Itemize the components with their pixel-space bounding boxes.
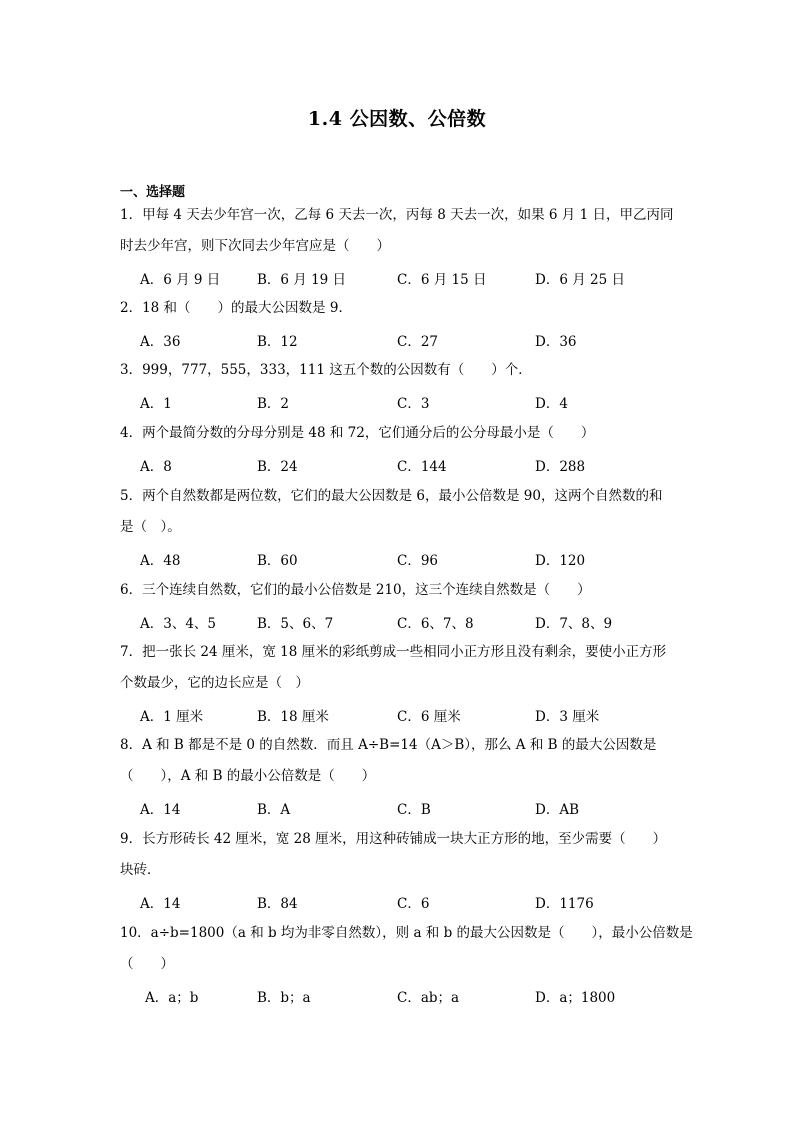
options-row bbox=[0, 612, 794, 632]
question-10 bbox=[120, 918, 693, 980]
option-b[interactable]: B．A bbox=[257, 802, 291, 818]
question-text-line: 5．两个自然数都是两位数，它们的最大公因数是 6，最小公倍数是 90，这两个自然数的和 bbox=[120, 488, 663, 504]
option-b[interactable]: B．18 厘米 bbox=[257, 709, 329, 725]
question-text-line: 9．长方形砖长 42 厘米，宽 28 厘米，用这种砖铺成一块大正方形的地，至少需要（ ） bbox=[120, 831, 667, 847]
option-a[interactable]: A．6 月 9 日 bbox=[140, 272, 221, 288]
options-row bbox=[0, 798, 794, 818]
question-text-line: 个数最少，它的边长应是（ ） bbox=[120, 675, 309, 691]
question-4 bbox=[120, 418, 680, 449]
options-row bbox=[0, 892, 794, 912]
question-text-line: 是（ ）。 bbox=[120, 519, 181, 535]
option-c[interactable]: C．144 bbox=[397, 459, 447, 475]
option-d[interactable]: D．a；1800 bbox=[535, 990, 616, 1006]
option-a[interactable]: A．1 厘米 bbox=[140, 709, 204, 725]
option-b[interactable]: B．2 bbox=[257, 396, 290, 412]
question-5 bbox=[120, 481, 680, 543]
option-b[interactable]: B．6 月 19 日 bbox=[257, 272, 347, 288]
question-text-line: 时去少年宫，则下次同去少年宫应是（ ） bbox=[120, 238, 390, 254]
question-9 bbox=[120, 824, 680, 886]
options-row bbox=[0, 986, 794, 1006]
question-text-line: 2．18 和（ ）的最大公因数是 9． bbox=[120, 300, 352, 316]
option-a[interactable]: A．14 bbox=[140, 802, 181, 818]
question-6 bbox=[120, 575, 680, 606]
options-row bbox=[0, 549, 794, 569]
section-heading: 一、选择题 bbox=[120, 185, 186, 200]
option-b[interactable]: B．84 bbox=[257, 896, 298, 912]
options-row bbox=[0, 330, 794, 350]
option-d[interactable]: D．36 bbox=[535, 334, 577, 350]
option-c[interactable]: C．B bbox=[397, 802, 431, 818]
question-text-line: 6．三个连续自然数，它们的最小公倍数是 210，这三个连续自然数是（ ） bbox=[120, 582, 591, 598]
question-text-line: 8．A 和 B 都是不是 0 的自然数．而且 A÷B=14（A＞B），那么 A 和 B 的最大公因数是 bbox=[120, 737, 657, 753]
page-title: 1.4 公因数、公倍数 bbox=[307, 108, 487, 130]
option-a[interactable]: A．1 bbox=[140, 396, 172, 412]
option-c[interactable]: C．3 bbox=[397, 396, 430, 412]
option-b[interactable]: B．b；a bbox=[257, 990, 311, 1006]
option-b[interactable]: B．5、6、7 bbox=[257, 616, 334, 632]
question-7 bbox=[120, 637, 680, 699]
question-2 bbox=[120, 293, 680, 324]
question-8 bbox=[120, 730, 680, 792]
question-1 bbox=[120, 200, 680, 262]
option-b[interactable]: B．12 bbox=[257, 334, 298, 350]
options-row bbox=[0, 268, 794, 288]
option-b[interactable]: B．24 bbox=[257, 459, 298, 475]
question-text-line: 4．两个最简分数的分母分别是 48 和 72，它们通分后的公分母最小是（ ） bbox=[120, 425, 595, 441]
question-text-line: （ ），A 和 B 的最小公倍数是（ ） bbox=[120, 768, 376, 784]
option-c[interactable]: C．6 月 15 日 bbox=[397, 272, 487, 288]
option-a[interactable]: A．3、4、5 bbox=[140, 616, 217, 632]
option-b[interactable]: B．60 bbox=[257, 553, 298, 569]
question-text-line: 块砖． bbox=[120, 862, 161, 878]
option-a[interactable]: A．8 bbox=[140, 459, 172, 475]
option-a[interactable]: A．14 bbox=[140, 896, 181, 912]
option-c[interactable]: C．96 bbox=[397, 553, 439, 569]
option-d[interactable]: D．4 bbox=[535, 396, 568, 412]
question-text-line: 7．把一张长 24 厘米，宽 18 厘米的彩纸剪成一些相同小正方形且没有剩余，要使小正方形 bbox=[120, 644, 667, 660]
question-text-line: 3．999，777，555，333，111 这五个数的公因数有（ ）个． bbox=[120, 362, 532, 378]
option-c[interactable]: C．6、7、8 bbox=[397, 616, 474, 632]
option-d[interactable]: D．120 bbox=[535, 553, 586, 569]
option-c[interactable]: C．6 bbox=[397, 896, 430, 912]
option-d[interactable]: D．7、8、9 bbox=[535, 616, 613, 632]
options-row bbox=[0, 705, 794, 725]
option-d[interactable]: D．3 厘米 bbox=[535, 709, 600, 725]
question-text-line: 10．a÷b=1800（a 和 b 均为非零自然数），则 a 和 b 的最大公因数是（ ），最小公倍数是 bbox=[120, 925, 693, 941]
option-d[interactable]: D．6 月 25 日 bbox=[535, 272, 625, 288]
options-row bbox=[0, 455, 794, 475]
option-c[interactable]: C．27 bbox=[397, 334, 439, 350]
question-text-line: 1．甲每 4 天去少年宫一次，乙每 6 天去一次，丙每 8 天去一次，如果 6 月 1 日，甲乙丙同 bbox=[120, 207, 674, 223]
question-text-line: （ ） bbox=[120, 956, 174, 972]
options-row bbox=[0, 392, 794, 412]
question-3 bbox=[120, 355, 680, 386]
option-a[interactable]: A．a；b bbox=[145, 990, 199, 1006]
option-a[interactable]: A．48 bbox=[140, 553, 181, 569]
option-a[interactable]: A．36 bbox=[140, 334, 181, 350]
option-d[interactable]: D．1176 bbox=[535, 896, 594, 912]
option-c[interactable]: C．6 厘米 bbox=[397, 709, 461, 725]
option-d[interactable]: D．AB bbox=[535, 802, 579, 818]
option-c[interactable]: C．ab；a bbox=[397, 990, 460, 1006]
option-d[interactable]: D．288 bbox=[535, 459, 586, 475]
